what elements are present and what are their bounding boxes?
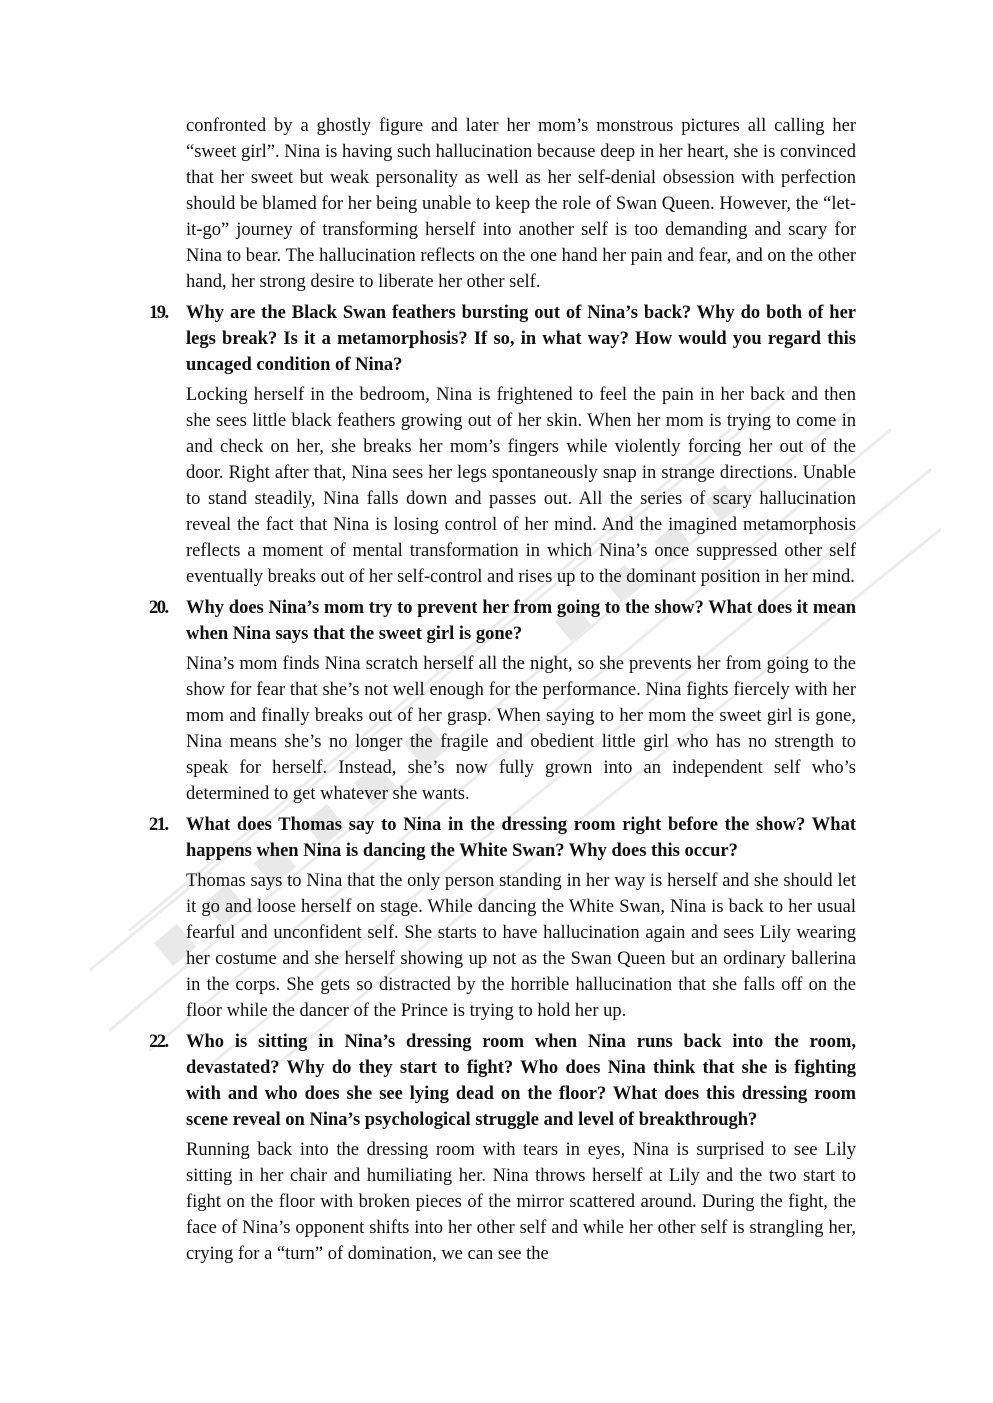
qa-item-19 [149, 300, 856, 590]
intro-paragraph: confronted by a ghostly figure and later her mom’s monstrous pictures all calling her “sweet girl”. Nina is having such hallucination because deep in her heart, she is convinced that her sweet but weak personality as well as her self-denial obsession with perfection should be blamed for her being unable to keep the role of Swan Queen. However, the “let-it-go” journey of transforming herself into another self is too demanding and scary for Nina to bear. The hallucination reflects on the one hand her pain and fear, and on the other hand, her strong desire to liberate her other self. [186, 116, 856, 292]
main-text-column [149, 113, 856, 1272]
answer-text: Nina’s mom finds Nina scratch herself all the night, so she prevents her from going to the show for fear that she’s not well enough for the performance. Nina fights fiercely with her mom and finally breaks out of her grasp. When saying to her mom the sweet girl is gone, Nina means she’s no longer the fragile and obedient little girl who has no strength to speak for herself. Instead, she’s now fully grown into an independent self who’s determined to get whatever she wants. [186, 654, 856, 804]
answer-text: Locking herself in the bedroom, Nina is frightened to feel the pain in her back and then she sees little black feathers growing out of her skin. When her mom is trying to come in and check on her, she breaks her mom’s fingers while violently forcing her out of the door. Right after that, Nina sees her legs spontaneously snap in strange directions. Unable to stand steadily, Nina falls down and passes out. All the series of scary hallucination reveal the fact that Nina is losing control of her mind. And the imagined metamorphosis reflects a moment of mental transformation in which Nina’s once suppressed other self eventually breaks out of her self-control and rises up to the dominant position in her mind. [186, 385, 856, 587]
question-text [149, 812, 856, 864]
question-body: Why does Nina’s mom try to prevent her from going to the show? What does it mean when Nina says that the sweet girl is gone? [186, 598, 856, 644]
question-number: 19. [149, 303, 168, 323]
question-text [149, 1029, 856, 1133]
qa-item-21 [149, 812, 856, 1024]
question-body: What does Thomas say to Nina in the dressing room right before the show? What happens when Nina is dancing the White Swan? Why does this occur? [186, 815, 856, 861]
question-number: 21. [149, 815, 168, 835]
question-number: 20. [149, 598, 168, 618]
question-body: Why are the Black Swan feathers bursting out of Nina’s back? Why do both of her legs break? Is it a metamorphosis? If so, in what way? How would you regard this uncaged condition of Nina? [186, 303, 856, 375]
question-number: 22. [149, 1032, 168, 1052]
answer-text: Thomas says to Nina that the only person standing in her way is herself and she should let it go and loose herself on stage. While dancing the White Swan, Nina is back to her usual fearful and unconfident self. She starts to have hallucination again and sees Lily wearing her costume and she herself showing up not as the Swan Queen but an ordinary ballerina in the corps. She gets so distracted by the horrible hallucination that she falls off on the floor while the dancer of the Prince is trying to hold her up. [186, 871, 856, 1021]
question-text [149, 595, 856, 647]
answer-text: Running back into the dressing room with tears in eyes, Nina is surprised to see Lily sitting in her chair and humiliating her. Nina throws herself at Lily and the two start to fight on the floor with broken pieces of the mirror scattered around. During the fight, the face of Nina’s opponent shifts into her other self and while her other self is strangling her, crying for a “turn” of domination, we can see the [186, 1140, 856, 1264]
question-text [149, 300, 856, 378]
qa-item-22 [149, 1029, 856, 1267]
question-body: Who is sitting in Nina’s dressing room when Nina runs back into the room, devastated? Why do they start to fight? Who does Nina think that she is fighting with and who does she see lying dead on the floor? What does this dressing room scene reveal on Nina’s psychological struggle and level of breakthrough? [186, 1032, 856, 1130]
qa-item-20 [149, 595, 856, 807]
